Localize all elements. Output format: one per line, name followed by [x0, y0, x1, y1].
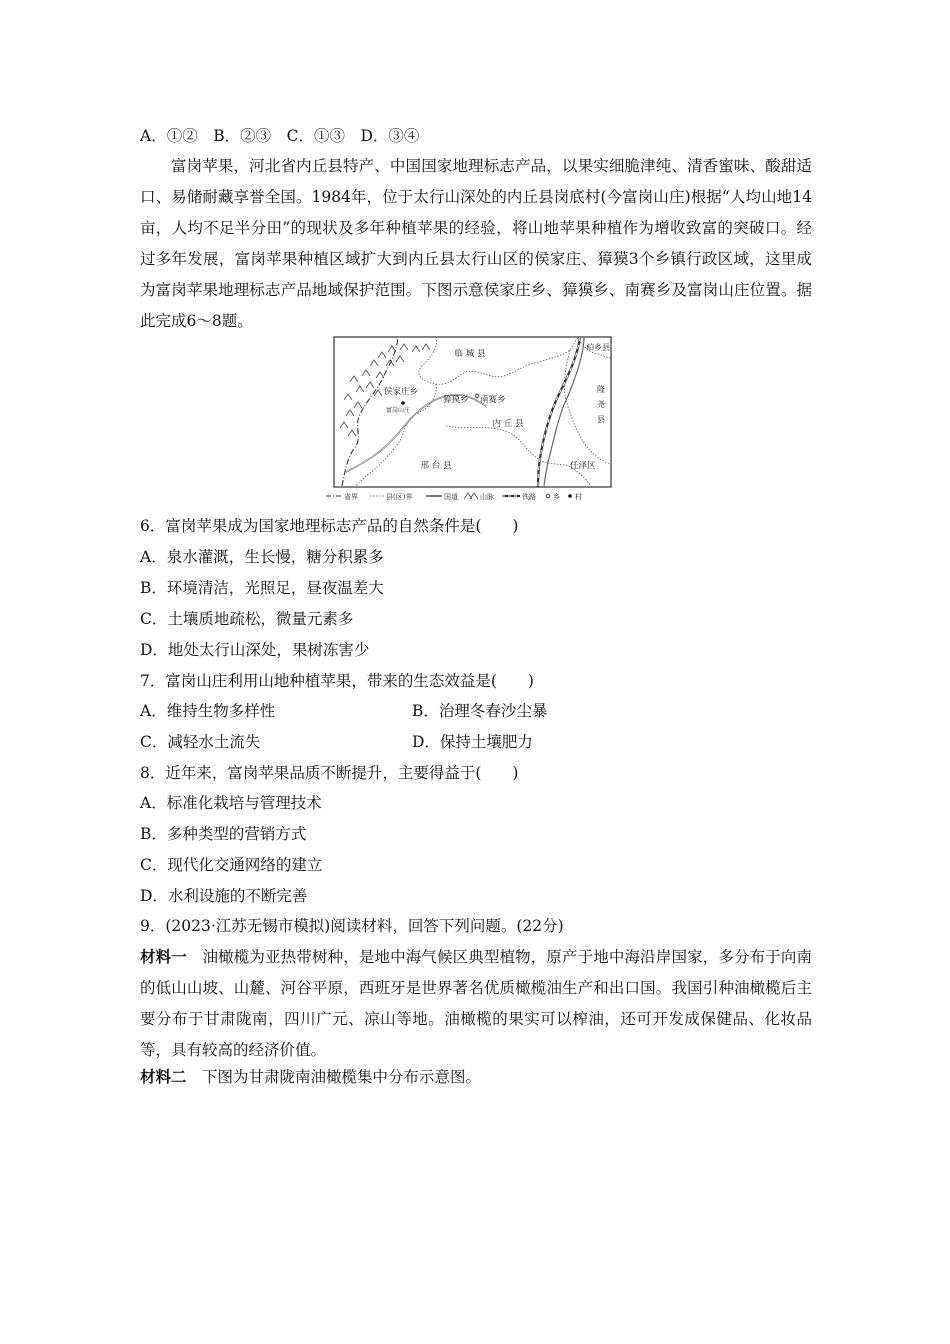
label-renze: 任泽区 [570, 461, 596, 471]
legend-county: 县(区)界 [386, 493, 413, 501]
legend-township: 乡 [553, 493, 560, 501]
legend-railway: 铁路 [522, 493, 536, 501]
label-nansai: 南赛乡 [480, 395, 506, 405]
q8-option-a[interactable]: A．标准化栽培与管理技术 [140, 794, 322, 812]
fugang-village-point [401, 401, 405, 405]
legend-village: 村 [575, 493, 582, 501]
q8-option-d[interactable]: D．水利设施的不断完善 [140, 887, 308, 905]
q6-option-a[interactable]: A．泉水灌溉，生长慢，糖分积累多 [140, 548, 384, 566]
legend-province: 省界 [344, 493, 358, 501]
q7-stem: 7．富岗山庄利用山地种植苹果，带来的生态效益是( ) [140, 672, 534, 690]
q5-options: A．①② B．②③ C．①③ D．③④ [140, 127, 420, 145]
q8-option-b[interactable]: B．多种类型的营销方式 [140, 825, 307, 843]
label-xingtai: 邢 台 县 [420, 461, 452, 471]
q6-stem: 6．富岗苹果成为国家地理标志产品的自然条件是( ) [140, 517, 519, 535]
map-legend [326, 492, 582, 501]
q9-material2 [140, 1066, 481, 1088]
label-longyao-2: 尧 [597, 400, 605, 409]
q7-option-c[interactable]: C．减轻水土流失 [140, 733, 261, 751]
q7-option-a[interactable]: A．维持生物多样性 [140, 702, 276, 720]
q8-stem: 8．近年来，富岗苹果品质不断提升，主要得益于( ) [140, 764, 519, 782]
material2-text: 下图为甘肃陇南油橄榄集中分布示意图。 [186, 1068, 482, 1086]
q6-option-d[interactable]: D．地处太行山深处，果树冻害少 [140, 641, 370, 659]
q9-material1 [140, 941, 812, 1066]
material2-label: 材料二 [140, 1067, 187, 1086]
q7-option-b[interactable]: B．治理冬春沙尘暴 [412, 702, 548, 720]
label-longyao-3: 县 [597, 415, 605, 424]
legend-highway: 国道 [444, 493, 458, 501]
material1-label: 材料一 [140, 947, 187, 966]
q8-option-c[interactable]: C．现代化交通网络的建立 [140, 856, 323, 874]
q7-option-d[interactable]: D．保持土壤肥力 [412, 733, 533, 751]
map-figure [326, 336, 618, 504]
label-houjiazhuang: 侯家庄乡 [384, 387, 419, 397]
label-longyao-1: 隆 [597, 385, 605, 394]
label-zhangmo: 獐獏乡 [443, 395, 469, 405]
label-neiqiu: 内 丘 县 [492, 419, 524, 429]
legend-mountain: 山脉 [480, 493, 494, 501]
label-baixiang: 柏乡县 [586, 343, 610, 352]
label-lincheng: 临 城 县 [454, 349, 486, 359]
q9-stem: 9．(2023·江苏无锡市模拟)阅读材料，回答下列问题。(22分) [140, 917, 564, 935]
location-map [326, 336, 618, 504]
q6-option-b[interactable]: B．环境清洁，光照足，昼夜温差大 [140, 579, 384, 597]
q6-option-c[interactable]: C．土壤质地疏松，微量元素多 [140, 610, 354, 628]
material1-text: 油橄榄为亚热带树种，是地中海气候区典型植物，原产于地中海沿岸国家，多分布于向南的低山山坡、山麓、河谷平原，西班牙是世界著名优质橄榄油生产和出口国。我国引种油橄榄后主要分布于甘肃陇南，四川广元、凉山等地。油橄榄的果实可以榨油，还可开发成保健品、化妆品等，具有较高的经济价值。 [140, 948, 812, 1059]
reading-passage: 富岗苹果，河北省内丘县特产、中国国家地理标志产品，以果实细脆津纯、清香蜜味、酸甜适口、易储耐藏享誉全国。1984年，位于太行山深处的内丘县岗底村(今富岗山庄)根据“人均山地14亩，人均不足半分田”的现状及多年种植苹果的经验，将山地苹果种植作为增收致富的突破口。经过多年发展，富岗苹果种植区域扩大到内丘县太行山区的侯家庄、獐獏3个乡镇行政区域，这里成为富岗苹果地理标志产品地域保护范围。下图示意侯家庄乡、獐獏乡、南赛乡及富岗山庄位置。据此完成6～8题。 [140, 157, 812, 330]
label-fugang: 富岗山庄 [386, 407, 411, 414]
